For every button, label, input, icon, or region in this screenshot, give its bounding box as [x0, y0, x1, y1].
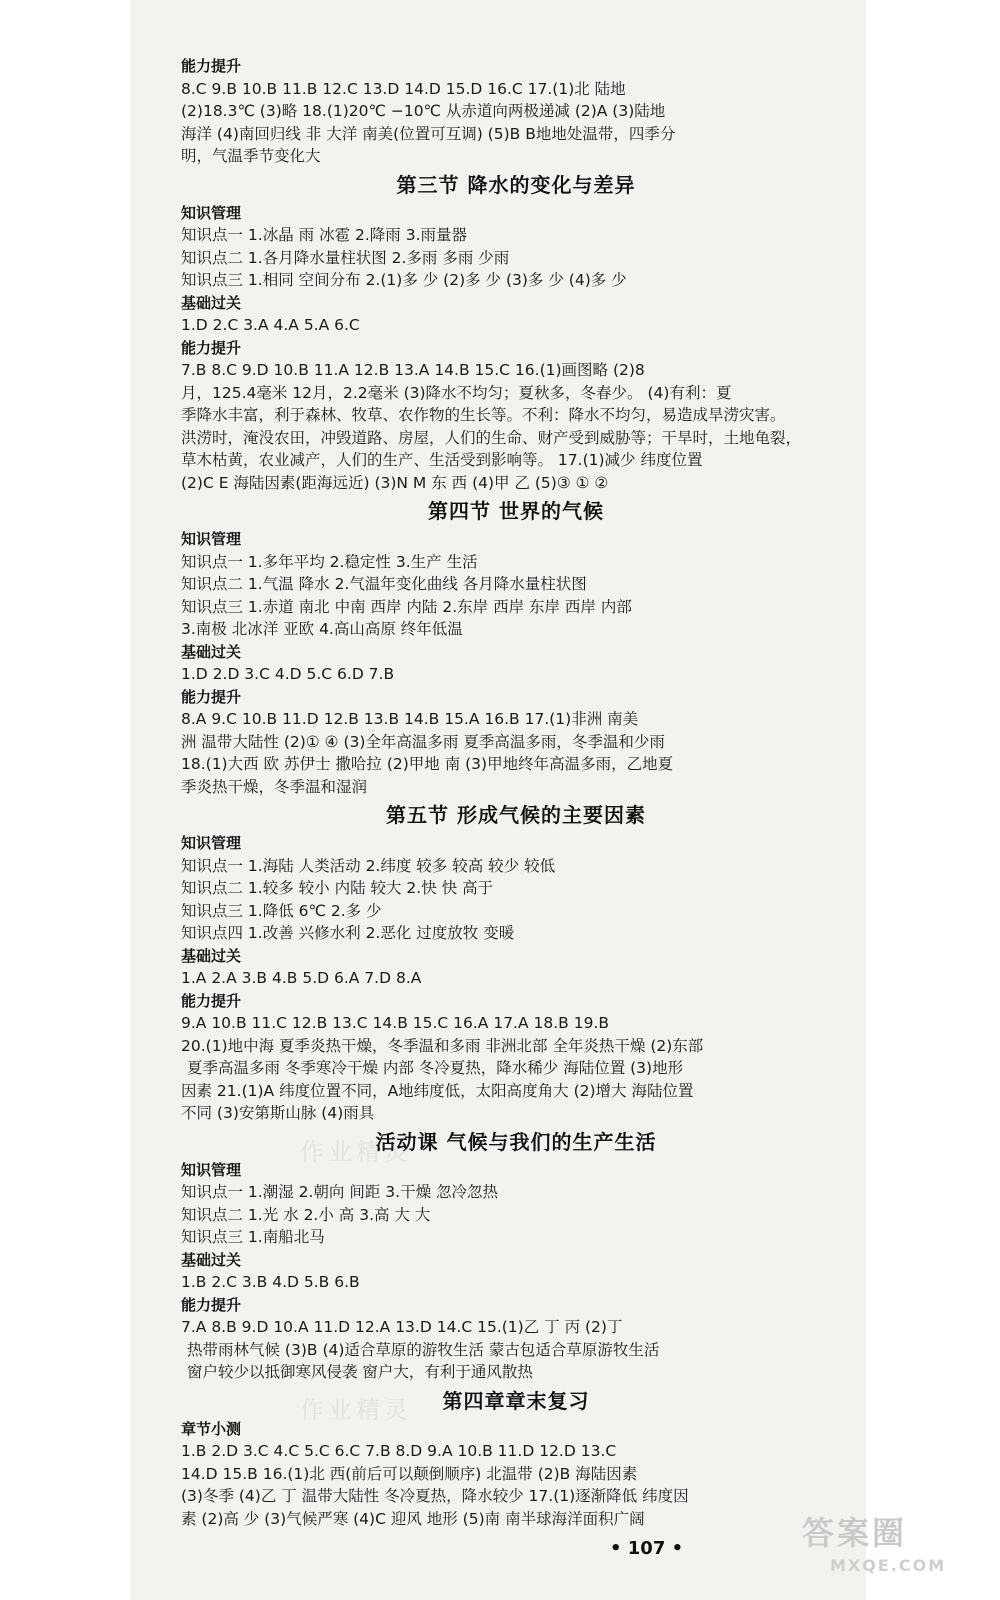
answer-line: 草木枯黄，农业减产，人们的生产、生活受到影响等。 17.(1)减少 纬度位置: [181, 451, 703, 469]
answer-line: 季降水丰富，利于森林、牧草、农作物的生长等。不利：降水不均匀，易造成旱涝灾害。: [181, 406, 786, 424]
answer-line: 1.B 2.C 3.B 4.D 5.B 6.B: [181, 1273, 360, 1291]
answer-line: 知识点三 1.降低 6℃ 2.多 少: [181, 901, 382, 920]
answer-line: 素 (2)高 少 (3)气候严寒 (4)C 迎风 地形 (5)南 南半球海洋面积广阔: [181, 1509, 645, 1528]
subsection-label: 能力提升: [181, 57, 242, 75]
answer-line: 8.A 9.C 10.B 11.D 12.B 13.B 14.B 15.A 16.B 17.(1)非洲 南美: [181, 710, 639, 728]
answer-line: 7.A 8.B 9.D 10.A 11.D 12.A 13.D 14.C 15.(1)乙 丁 丙 (2)丁: [181, 1318, 623, 1336]
answer-line: 知识点一 1.潮湿 2.朝向 间距 3.干燥 忽冷忽热: [181, 1183, 499, 1201]
answer-line: 知识点三 1.相同 空间分布 2.(1)多 少 (2)多 少 (3)多 少 (4)多 少: [181, 271, 627, 289]
white-margin: [0, 0, 130, 1600]
answer-line: 洲 温带大陆性 (2)① ④ (3)全年高温多雨 夏季高温多雨，冬季温和少雨: [181, 732, 665, 751]
answer-line: 1.A 2.A 3.B 4.B 5.D 6.A 7.D 8.A: [181, 969, 422, 987]
answer-line: 8.C 9.B 10.B 11.B 12.C 13.D 14.D 15.D 16.C 17.(1)北 陆地: [181, 79, 626, 98]
answer-line: 知识点四 1.改善 兴修水利 2.恶化 过度放牧 变暖: [181, 924, 515, 942]
subsection-label: 章节小测: [181, 1419, 242, 1438]
answer-line: 14.D 15.B 16.(1)北 西(前后可以颠倒顺序) 北温带 (2)B 海陆因素: [181, 1464, 638, 1483]
answer-line: 季炎热干燥，冬季温和湿润: [181, 777, 368, 796]
section-heading: 第四节 世界的气候: [428, 499, 604, 523]
faint-watermark: 作业精灵: [300, 1138, 412, 1166]
faint-watermark-2: 作业精灵: [300, 1396, 412, 1424]
section-heading: 第四章章末复习: [442, 1388, 590, 1413]
section-heading: 第三节 降水的变化与差异: [396, 172, 636, 197]
subsection-label: 基础过关: [181, 946, 242, 965]
answer-line: 热带雨林气候 (3)B (4)适合草原的游牧生活 蒙古包适合草原游牧生活: [187, 1340, 660, 1359]
watermark-logo: 答案圈: [802, 1514, 908, 1552]
answer-line: 知识点一 1.冰晶 雨 冰雹 2.降雨 3.雨量器: [181, 226, 468, 244]
answer-line: 9.A 10.B 11.C 12.B 13.C 14.B 15.C 16.A 17.A 18.B 19.B: [181, 1014, 610, 1032]
subsection-label: 知识管理: [181, 1160, 242, 1179]
answer-line: 洪涝时，淹没农田，冲毁道路、房屋，人们的生命、财产受到威胁等；干旱时，土地龟裂，: [181, 428, 802, 447]
subsection-label: 能力提升: [181, 687, 242, 706]
subsection-label: 能力提升: [181, 991, 242, 1010]
answer-line: 知识点二 1.气温 降水 2.气温年变化曲线 各月降水量柱状图: [181, 575, 587, 593]
answer-line: 不同 (3)安第斯山脉 (4)雨具: [181, 1104, 375, 1122]
answer-line: 1.D 2.D 3.C 4.D 5.C 6.D 7.B: [181, 665, 395, 683]
answer-line: 知识点二 1.各月降水量柱状图 2.多雨 多雨 少雨: [181, 248, 510, 267]
answer-line: 知识点二 1.较多 较小 内陆 较大 2.快 快 高于: [181, 879, 494, 897]
answer-line: 知识点一 1.多年平均 2.稳定性 3.生产 生活: [181, 552, 478, 571]
subsection-label: 基础过关: [181, 642, 242, 661]
answer-line: 窗户较少以抵御寒风侵袭 窗户大，有利于通风散热: [187, 1363, 533, 1381]
answer-line: 知识点一 1.海陆 人类活动 2.纬度 较多 较高 较少 较低: [181, 856, 556, 875]
answer-line: 知识点三 1.南船北马: [181, 1228, 325, 1246]
subsection-label: 基础过关: [181, 1250, 242, 1269]
answer-line: 3.南极 北冰洋 亚欧 4.高山高原 终年低温: [181, 620, 463, 638]
answer-line: 因素 21.(1)A 纬度位置不同，A地纬度低，太阳高度角大 (2)增大 海陆位置: [181, 1081, 694, 1100]
answer-line: 海洋 (4)南回归线 非 大洋 南美(位置可互调) (5)B B地地处温带，四季分: [181, 124, 676, 143]
answer-line: 夏季高温多雨 冬季寒冷干燥 内部 冬冷夏热，降水稀少 海陆位置 (3)地形: [187, 1059, 684, 1077]
answer-line: 18.(1)大西 欧 苏伊士 撒哈拉 (2)甲地 南 (3)甲地终年高温多雨，乙地夏: [181, 755, 674, 773]
answer-line: 1.B 2.D 3.C 4.C 5.C 6.C 7.B 8.D 9.A 10.B 11.D 12.D 13.C: [181, 1442, 617, 1460]
section-heading: 活动课 气候与我们的生产生活: [375, 1129, 657, 1154]
answer-line: 7.B 8.C 9.D 10.B 11.A 12.B 13.A 14.B 15.C 16.(1)画图略 (2)8: [181, 361, 645, 379]
watermark-url: MXQE.COM: [830, 1556, 947, 1575]
answer-line: 1.D 2.C 3.A 4.A 5.A 6.C: [181, 316, 360, 334]
subsection-label: 能力提升: [181, 1295, 242, 1314]
section-heading: 第五节 形成气候的主要因素: [386, 803, 646, 827]
answer-line: (2)18.3℃ (3)略 18.(1)20℃ −10℃ 从赤道向两极递减 (2)A (3)陆地: [181, 102, 666, 120]
answer-line: 明，气温季节变化大: [181, 147, 321, 165]
answer-line: 知识点三 1.赤道 南北 中南 西岸 内陆 2.东岸 西岸 东岸 西岸 内部: [181, 597, 632, 616]
answer-key-content: [181, 55, 851, 1530]
subsection-label: 知识管理: [181, 530, 242, 548]
answer-line: 月，125.4毫米 12月，2.2毫米 (3)降水不均匀；夏秋多，冬春少。 (4)有利：夏: [181, 383, 732, 402]
subsection-label: 基础过关: [181, 293, 242, 312]
subsection-label: 能力提升: [181, 338, 242, 357]
answer-line: 知识点二 1.光 水 2.小 高 3.高 大 大: [181, 1205, 431, 1224]
subsection-label: 知识管理: [181, 203, 242, 222]
subsection-label: 知识管理: [181, 834, 242, 852]
page-number: • 107 •: [610, 1538, 684, 1559]
answer-line: (2)C E 海陆因素(距海远近) (3)N M 东 西 (4)甲 乙 (5)③ ① ②: [181, 473, 609, 492]
answer-line: 20.(1)地中海 夏季炎热干燥，冬季温和多雨 非洲北部 全年炎热干燥 (2)东部: [181, 1036, 704, 1055]
answer-line: (3)冬季 (4)乙 丁 温带大陆性 冬冷夏热，降水较少 17.(1)逐渐降低 纬度因: [181, 1487, 689, 1505]
